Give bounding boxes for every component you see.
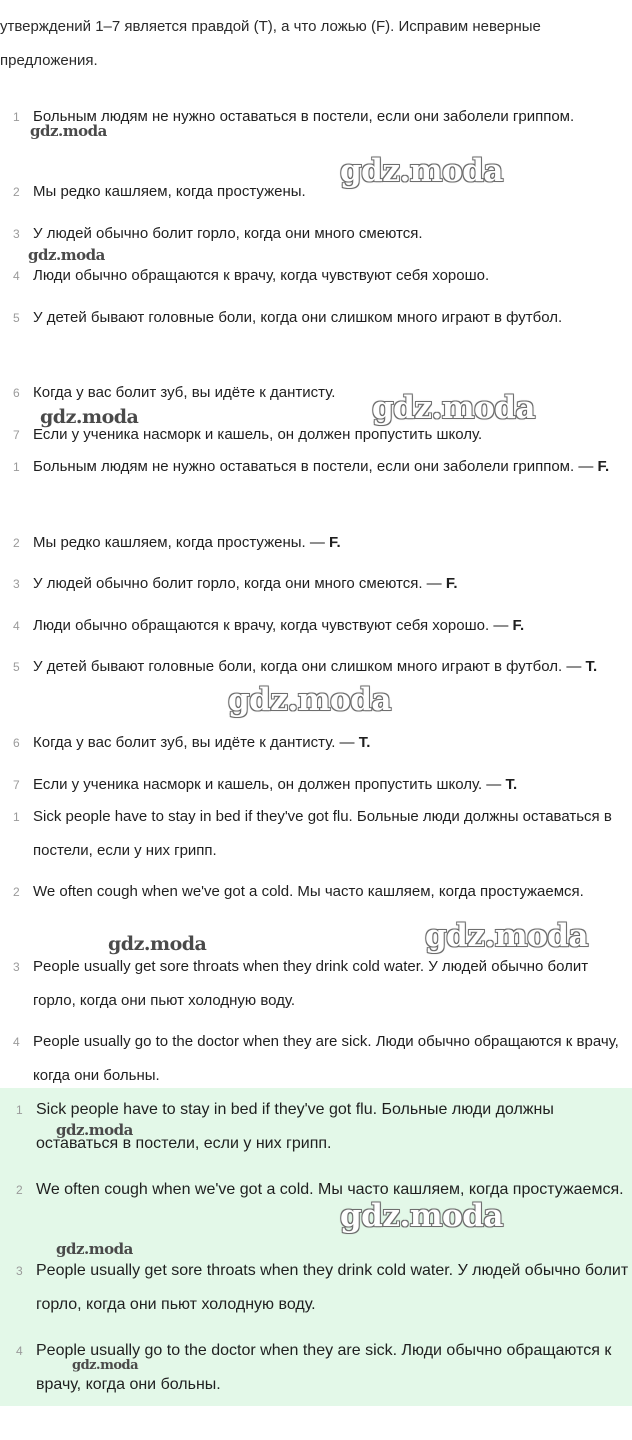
- item-number: 4: [13, 1035, 20, 1049]
- item-number: 1: [13, 810, 20, 824]
- item-text: Больным людям не нужно оставаться в постели, если они заболели гриппом. —: [33, 458, 598, 475]
- answer-mark: T.: [585, 658, 598, 675]
- item-number: 3: [13, 227, 20, 241]
- item-text: People usually go to the doctor when they are sick. Люди обычно обращаются к врачу, когда они больны.: [33, 1033, 619, 1084]
- item-number: 6: [13, 386, 20, 400]
- item-text: Мы редко кашляем, когда простужены.: [33, 183, 306, 200]
- item-number: 2: [16, 1183, 23, 1197]
- item-number: 6: [13, 736, 20, 750]
- watermark-logo: gdz.moda: [425, 918, 588, 954]
- answer-mark: F.: [445, 575, 458, 592]
- item-number: 3: [13, 960, 20, 974]
- item-number: 1: [13, 110, 20, 124]
- item-text: We often cough when we've got a cold. Мы часто кашляем, когда простужаемся.: [36, 1181, 624, 1198]
- item-number: 5: [13, 311, 20, 325]
- watermark-logo: gdz.moda: [40, 406, 139, 428]
- watermark-logo: gdz.moda: [340, 1198, 503, 1234]
- item-text: У людей обычно болит горло, когда они много смеются.: [33, 225, 423, 242]
- item-number: 3: [13, 577, 20, 591]
- item-number: 4: [13, 269, 20, 283]
- item-text: Sick people have to stay in bed if they've got flu. Больные люди должны оставаться в постели, если у них грипп.: [33, 808, 612, 859]
- item-number: 7: [13, 778, 20, 792]
- item-number: 3: [16, 1264, 23, 1278]
- item-text: Когда у вас болит зуб, вы идёте к дантисту. —: [33, 734, 359, 751]
- item-text: Когда у вас болит зуб, вы идёте к дантисту.: [33, 384, 336, 401]
- item-number: 2: [13, 536, 20, 550]
- item-number: 7: [13, 428, 20, 442]
- watermark-logo: gdz.moda: [28, 246, 105, 264]
- item-number: 2: [13, 185, 20, 199]
- item-text: Sick people have to stay in bed if they've got flu. Больные люди должны оставаться в постели, если у них грипп.: [36, 1101, 554, 1152]
- intro-text: утверждений 1–7 является правдой (T), а что ложью (F). Исправим неверные предложения.: [0, 18, 541, 69]
- item-text: У детей бывают головные боли, когда они слишком много играют в футбол.: [33, 309, 563, 326]
- item-text: Люди обычно обращаются к врачу, когда чувствуют себя хорошо.: [33, 267, 490, 284]
- answer-mark: F.: [597, 458, 610, 475]
- item-text: People usually go to the doctor when they are sick. Люди обычно обращаются к врачу, когда они больны.: [36, 1342, 612, 1393]
- item-number: 1: [16, 1103, 23, 1117]
- answer-mark: F.: [329, 534, 341, 551]
- item-number: 2: [13, 885, 20, 899]
- item-number: 4: [16, 1344, 23, 1358]
- item-text: People usually get sore throats when they drink cold water. У людей обычно болит горло, когда они пьют холодную воду.: [33, 958, 589, 1009]
- item-text: We often cough when we've got a cold. Мы часто кашляем, когда простужаемся.: [33, 883, 584, 900]
- answer-mark: T.: [358, 734, 371, 751]
- watermark-logo: gdz.moda: [56, 1121, 133, 1139]
- item-number: 5: [13, 660, 20, 674]
- watermark-logo: gdz.moda: [228, 682, 391, 718]
- answer-mark: F.: [512, 617, 525, 634]
- watermark-logo: gdz.moda: [56, 1240, 133, 1258]
- item-text: Люди обычно обращаются к врачу, когда чувствуют себя хорошо. —: [33, 617, 513, 634]
- item-text: Если у ученика насморк и кашель, он должен пропустить школу.: [33, 426, 483, 443]
- item-number: 4: [13, 619, 20, 633]
- item-text: Больным людям не нужно оставаться в постели, если они заболели гриппом.: [33, 108, 575, 125]
- watermark-logo: gdz.moda: [30, 122, 107, 140]
- watermark-logo: gdz.moda: [108, 933, 207, 955]
- watermark-logo: gdz.moda: [72, 1358, 139, 1373]
- answer-mark: T.: [505, 776, 518, 793]
- item-text: У детей бывают головные боли, когда они слишком много играют в футбол. —: [33, 658, 586, 675]
- item-text: У людей обычно болит горло, когда они много смеются. —: [33, 575, 446, 592]
- watermark-logo: gdz.moda: [372, 390, 535, 426]
- watermark-logo: gdz.moda: [340, 153, 503, 189]
- item-text: Мы редко кашляем, когда простужены. —: [33, 534, 330, 551]
- item-text: People usually get sore throats when they drink cold water. У людей обычно болит горло, когда они пьют холодную воду.: [36, 1262, 629, 1313]
- item-number: 1: [13, 460, 20, 474]
- item-text: Если у ученика насморк и кашель, он должен пропустить школу. —: [33, 776, 506, 793]
